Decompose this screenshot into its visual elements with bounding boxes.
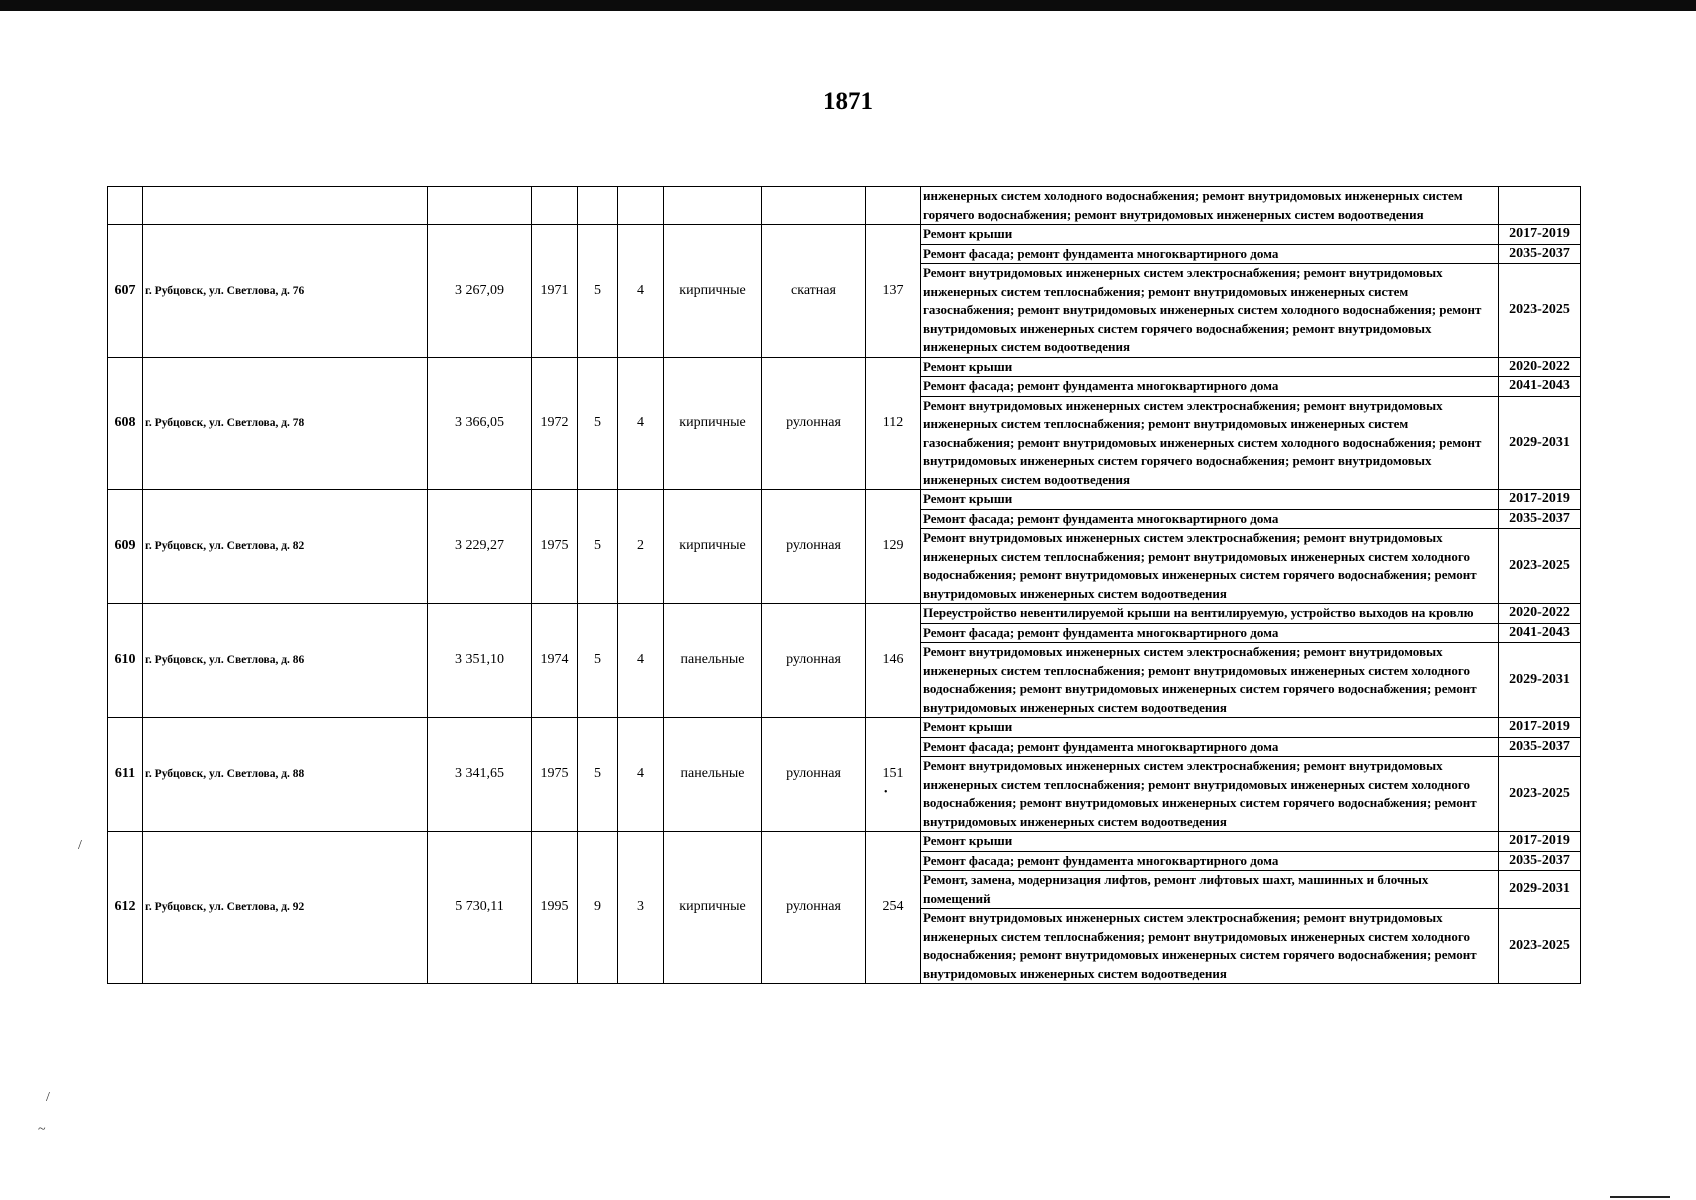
work-description: Ремонт крыши — [921, 225, 1499, 245]
work-period: 2035-2037 — [1499, 851, 1581, 871]
residents-count: 146 — [866, 604, 921, 718]
wall-material: кирпичные — [664, 357, 762, 490]
building-area: 3 366,05 — [428, 357, 532, 490]
building-area: 3 229,27 — [428, 490, 532, 604]
wall-material: панельные — [664, 604, 762, 718]
roof-type: скатная — [762, 225, 866, 358]
entrances-count: 2 — [618, 490, 664, 604]
work-description: Ремонт внутридомовых инженерных систем электроснабжения; ремонт внутридомовых инженерных систем теплоснабжения; ремонт внутридомовых инженерных систем холодного водоснабжения; ремонт внутридомовых инженерных систем горячего водоснабжения; ремонт внутридомовых инженерных систем водоотведения — [921, 529, 1499, 604]
table-row — [108, 832, 1581, 852]
work-period: 2041-2043 — [1499, 623, 1581, 643]
entrances-count: 4 — [618, 604, 664, 718]
work-period: 2023-2025 — [1499, 757, 1581, 832]
work-description: Ремонт крыши — [921, 718, 1499, 738]
floors-count: 5 — [578, 225, 618, 358]
work-period: 2035-2037 — [1499, 737, 1581, 757]
row-number: 612 — [108, 832, 143, 984]
work-period: 2029-2031 — [1499, 643, 1581, 718]
build-year: 1975 — [532, 718, 578, 832]
work-description: инженерных систем холодного водоснабжения; ремонт внутридомовых инженерных систем горячего водоснабжения; ремонт внутридомовых инженерных систем водоотведения — [921, 187, 1499, 225]
work-period: 2017-2019 — [1499, 225, 1581, 245]
work-period: 2023-2025 — [1499, 264, 1581, 358]
floors-count: 5 — [578, 490, 618, 604]
work-description: Ремонт внутридомовых инженерных систем электроснабжения; ремонт внутридомовых инженерных систем теплоснабжения; ремонт внутридомовых инженерных систем газоснабжения; ремонт внутридомовых инженерных систем холодного водоснабжения; ремонт внутридомовых инженерных систем горячего водоснабжения; ремонт внутридомовых инженерных систем водоотведения — [921, 264, 1499, 358]
building-address: г. Рубцовск, ул. Светлова, д. 76 — [143, 225, 428, 358]
table-body — [108, 187, 1581, 984]
roof-type: рулонная — [762, 357, 866, 490]
work-description: Ремонт крыши — [921, 357, 1499, 377]
work-period: 2020-2022 — [1499, 357, 1581, 377]
work-description: Ремонт фасада; ремонт фундамента многоквартирного дома — [921, 509, 1499, 529]
scan-top-border — [0, 0, 1696, 11]
residents-count: 112 — [866, 357, 921, 490]
work-period: 2035-2037 — [1499, 244, 1581, 264]
empty-cell — [762, 187, 866, 225]
build-year: 1971 — [532, 225, 578, 358]
floors-count: 9 — [578, 832, 618, 984]
building-area: 3 351,10 — [428, 604, 532, 718]
table-row — [108, 225, 1581, 245]
empty-cell — [428, 187, 532, 225]
scan-corner-line — [1610, 1196, 1670, 1198]
work-description: Переустройство невентилируемой крыши на вентилируемую, устройство выходов на кровлю — [921, 604, 1499, 624]
work-period — [1499, 187, 1581, 225]
roof-type: рулонная — [762, 832, 866, 984]
residents-count: 137 — [866, 225, 921, 358]
work-description: Ремонт фасада; ремонт фундамента многоквартирного дома — [921, 377, 1499, 397]
building-area: 3 267,09 — [428, 225, 532, 358]
work-period: 2023-2025 — [1499, 909, 1581, 984]
build-year: 1974 — [532, 604, 578, 718]
roof-type: рулонная — [762, 718, 866, 832]
wall-material: кирпичные — [664, 225, 762, 358]
stray-dot-mark: • — [884, 787, 888, 798]
work-description: Ремонт, замена, модернизация лифтов, ремонт лифтовых шахт, машинных и блочных помещений — [921, 871, 1499, 909]
building-address: г. Рубцовск, ул. Светлова, д. 78 — [143, 357, 428, 490]
work-period: 2017-2019 — [1499, 718, 1581, 738]
table-row — [108, 604, 1581, 624]
empty-cell — [664, 187, 762, 225]
housing-repair-table — [107, 186, 1581, 984]
row-number: 610 — [108, 604, 143, 718]
build-year: 1972 — [532, 357, 578, 490]
work-description: Ремонт внутридомовых инженерных систем электроснабжения; ремонт внутридомовых инженерных систем теплоснабжения; ремонт внутридомовых инженерных систем холодного водоснабжения; ремонт внутридомовых инженерных систем горячего водоснабжения; ремонт внутридомовых инженерных систем водоотведения — [921, 757, 1499, 832]
page-number: 1871 — [823, 88, 873, 115]
scan-pen-mark: / — [78, 838, 82, 853]
row-number: 608 — [108, 357, 143, 490]
scan-pen-mark: / — [46, 1090, 50, 1105]
work-period: 2041-2043 — [1499, 377, 1581, 397]
work-description: Ремонт фасада; ремонт фундамента многоквартирного дома — [921, 623, 1499, 643]
empty-cell — [108, 187, 143, 225]
empty-cell — [866, 187, 921, 225]
residents-count: 254 — [866, 832, 921, 984]
row-number: 607 — [108, 225, 143, 358]
work-description: Ремонт крыши — [921, 832, 1499, 852]
table-row — [108, 718, 1581, 738]
row-number: 609 — [108, 490, 143, 604]
work-description: Ремонт внутридомовых инженерных систем электроснабжения; ремонт внутридомовых инженерных систем теплоснабжения; ремонт внутридомовых инженерных систем холодного водоснабжения; ремонт внутридомовых инженерных систем горячего водоснабжения; ремонт внутридомовых инженерных систем водоотведения — [921, 643, 1499, 718]
floors-count: 5 — [578, 604, 618, 718]
residents-count: 151 — [866, 718, 921, 832]
building-area: 5 730,11 — [428, 832, 532, 984]
work-description: Ремонт внутридомовых инженерных систем электроснабжения; ремонт внутридомовых инженерных систем теплоснабжения; ремонт внутридомовых инженерных систем газоснабжения; ремонт внутридомовых инженерных систем холодного водоснабжения; ремонт внутридомовых инженерных систем горячего водоснабжения; ремонт внутридомовых инженерных систем водоотведения — [921, 396, 1499, 490]
work-period: 2029-2031 — [1499, 396, 1581, 490]
building-address: г. Рубцовск, ул. Светлова, д. 86 — [143, 604, 428, 718]
work-description: Ремонт фасада; ремонт фундамента многоквартирного дома — [921, 851, 1499, 871]
work-description: Ремонт крыши — [921, 490, 1499, 510]
table-row-continuation — [108, 187, 1581, 225]
floors-count: 5 — [578, 357, 618, 490]
table-row — [108, 357, 1581, 377]
work-period: 2029-2031 — [1499, 871, 1581, 909]
entrances-count: 4 — [618, 225, 664, 358]
building-area: 3 341,65 — [428, 718, 532, 832]
empty-cell — [143, 187, 428, 225]
entrances-count: 4 — [618, 718, 664, 832]
scan-pen-mark: ~ — [38, 1122, 46, 1137]
work-period: 2017-2019 — [1499, 490, 1581, 510]
work-description: Ремонт внутридомовых инженерных систем электроснабжения; ремонт внутридомовых инженерных систем теплоснабжения; ремонт внутридомовых инженерных систем холодного водоснабжения; ремонт внутридомовых инженерных систем горячего водоснабжения; ремонт внутридомовых инженерных систем водоотведения — [921, 909, 1499, 984]
build-year: 1975 — [532, 490, 578, 604]
entrances-count: 4 — [618, 357, 664, 490]
building-address: г. Рубцовск, ул. Светлова, д. 88 — [143, 718, 428, 832]
wall-material: кирпичные — [664, 832, 762, 984]
work-description: Ремонт фасада; ремонт фундамента многоквартирного дома — [921, 244, 1499, 264]
empty-cell — [532, 187, 578, 225]
row-number: 611 — [108, 718, 143, 832]
work-period: 2017-2019 — [1499, 832, 1581, 852]
work-period: 2020-2022 — [1499, 604, 1581, 624]
wall-material: кирпичные — [664, 490, 762, 604]
entrances-count: 3 — [618, 832, 664, 984]
roof-type: рулонная — [762, 604, 866, 718]
floors-count: 5 — [578, 718, 618, 832]
building-address: г. Рубцовск, ул. Светлова, д. 92 — [143, 832, 428, 984]
work-period: 2035-2037 — [1499, 509, 1581, 529]
wall-material: панельные — [664, 718, 762, 832]
empty-cell — [578, 187, 618, 225]
build-year: 1995 — [532, 832, 578, 984]
work-period: 2023-2025 — [1499, 529, 1581, 604]
table-row — [108, 490, 1581, 510]
roof-type: рулонная — [762, 490, 866, 604]
building-address: г. Рубцовск, ул. Светлова, д. 82 — [143, 490, 428, 604]
empty-cell — [618, 187, 664, 225]
work-description: Ремонт фасада; ремонт фундамента многоквартирного дома — [921, 737, 1499, 757]
residents-count: 129 — [866, 490, 921, 604]
